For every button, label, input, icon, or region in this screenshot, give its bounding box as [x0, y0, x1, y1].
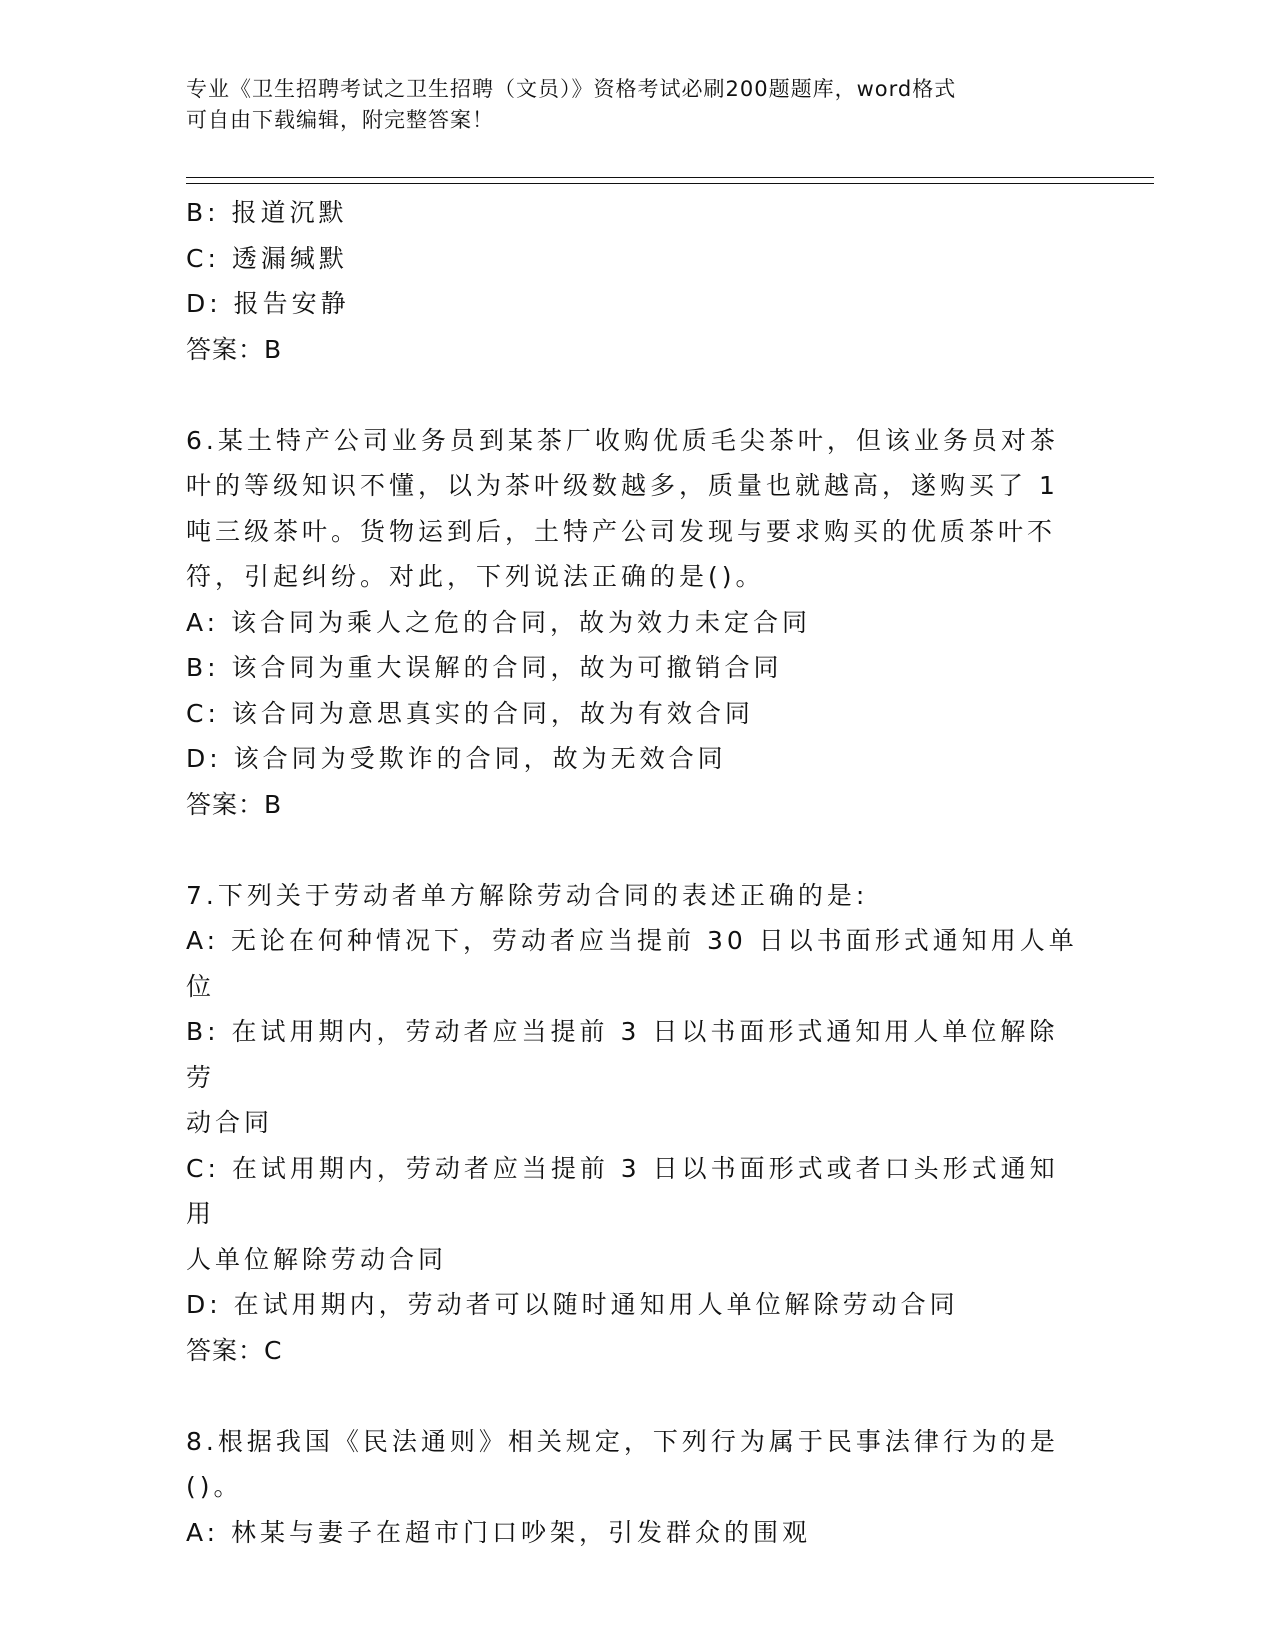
spacer: [186, 827, 1086, 873]
header-line-1: 专业《卫生招聘考试之卫生招聘（文员）》资格考试必刷200题题库，word格式: [186, 77, 957, 101]
q7-option-b-line-2: 动合同: [186, 1108, 274, 1137]
q7-option-d: D: 在试用期内，劳动者可以随时通知用人单位解除劳动合同: [186, 1290, 959, 1319]
question-7: [186, 873, 1086, 1374]
q5-option-b: B: 报道沉默: [186, 198, 348, 227]
q6-stem-line-1: 6.某土特产公司业务员到某茶厂收购优质毛尖茶叶，但该业务员对茶: [186, 425, 1059, 455]
question-8: [186, 1419, 1086, 1556]
q7-option-b-line-1: B: 在试用期内，劳动者应当提前 3 日以书面形式通知用人单位解除劳: [186, 1017, 1059, 1092]
q7-option-a-line-2: 位: [186, 971, 216, 1001]
q7-option-a-line-1: A: 无论在何种情况下，劳动者应当提前 30 日以书面形式通知用人单: [186, 926, 1078, 955]
q6-answer: 答案：B: [186, 789, 283, 819]
q6-stem-line-3: 吨三级茶叶。货物运到后，土特产公司发现与要求购买的优质茶叶不: [186, 516, 1057, 546]
q7-option-c-line-1: C: 在试用期内，劳动者应当提前 3 日以书面形式或者口头形式通知用: [186, 1153, 1059, 1228]
q8-stem-line-2: ()。: [186, 1472, 243, 1501]
q8-stem-line-1: 8.根据我国《民法通则》相关规定，下列行为属于民事法律行为的是: [186, 1426, 1059, 1456]
q8-option-a: A: 林某与妻子在超市门口吵架，引发群众的围观: [186, 1517, 812, 1547]
header-divider-bottom: [186, 183, 1154, 184]
q6-option-d: D: 该合同为受欺诈的合同，故为无效合同: [186, 744, 727, 773]
header-line-2: 可自由下载编辑，附完整答案！: [186, 108, 494, 132]
q7-answer: 答案：C: [186, 1335, 283, 1365]
q5-answer: 答案：B: [186, 334, 283, 364]
header-divider-top: [186, 177, 1154, 178]
q6-option-a: A: 该合同为乘人之危的合同，故为效力未定合同: [186, 607, 812, 637]
q7-option-c-line-2: 人单位解除劳动合同: [186, 1244, 448, 1274]
q5-option-c: C: 透漏缄默: [186, 243, 348, 273]
spacer: [186, 1373, 1086, 1419]
q7-stem: 7.下列关于劳动者单方解除劳动合同的表述正确的是:: [186, 880, 869, 910]
q5-option-d: D: 报告安静: [186, 289, 350, 318]
q6-option-c: C: 该合同为意思真实的合同，故为有效合同: [186, 698, 754, 728]
q6-option-b: B: 该合同为重大误解的合同，故为可撤销合同: [186, 653, 783, 682]
q6-stem-line-4: 符，引起纠纷。对此，下列说法正确的是()。: [186, 562, 765, 591]
document-body: [186, 190, 1086, 1555]
document-header: [186, 74, 1066, 136]
question-5-continued: [186, 190, 1086, 372]
spacer: [186, 372, 1086, 418]
question-6: [186, 418, 1086, 828]
q6-stem-line-2: 叶的等级知识不懂，以为茶叶级数越多，质量也就越高，遂购买了 1: [186, 471, 1059, 500]
